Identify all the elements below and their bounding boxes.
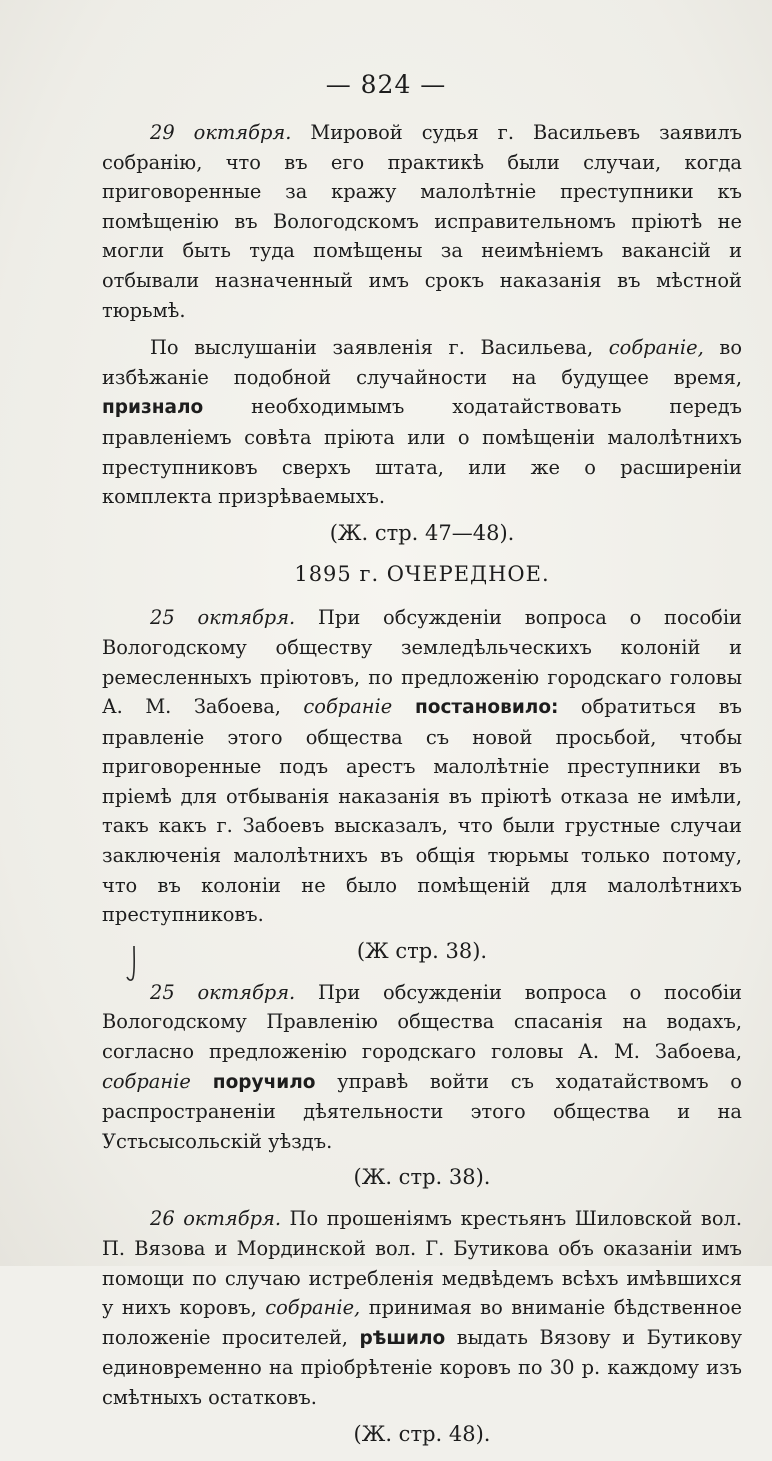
paragraph-oct25-rescue (102, 978, 742, 1157)
pencil-mark (126, 944, 138, 984)
entry-text: управѣ войти съ ходатайствомъ о распространеніи дѣятельности этого общества и на Устьсысольскій уѣздъ. (102, 1069, 742, 1153)
assembly-term: собраніе, (608, 336, 704, 360)
entry-text: По прошеніямъ крестьянъ Шиловской вол. П. Вязова и Мординской вол. Г. Бутикова объ оказаніи имъ помощи по случаю истребленія медвѣдемъ всѣхъ имѣвшихся у нихъ коровъ, (102, 1207, 742, 1320)
journal-reference: (Ж. стр. 38). (353, 1165, 491, 1190)
paragraph-oct25-colonies (102, 603, 742, 930)
section-heading: 1895 г. ОЧЕРЕДНОЕ. (294, 561, 550, 586)
entry-text: Мировой судья г. Васильевъ заявилъ собранію, что въ его практикѣ были случаи, когда приговоренные за кражу малолѣтніе преступники къ помѣщенію въ Вологодскомъ исправительномъ пріютѣ не могли быть туда помѣщены за неимѣніемъ вакансій и отбывали назначенный имъ срокъ наказанія въ мѣстной тюрьмѣ. (102, 121, 742, 322)
decision-word: поручило (190, 1071, 316, 1093)
entry-text: выдать Вязову и Бутикову единовременно на пріобрѣтеніе коровъ по 30 р. каждому изъ смѣтныхъ остатковъ. (102, 1325, 742, 1409)
assembly-term: собраніе (303, 695, 393, 719)
journal-reference: (Ж. стр. 48). (353, 1421, 491, 1446)
assembly-term: собраніе (102, 1069, 191, 1093)
journal-reference: (Ж стр. 38). (356, 938, 488, 963)
decision-word: признало (102, 397, 204, 419)
entry-text: При обсужденіи вопроса о пособіи Вологодскому Правленію общества спасанія на водахъ, согласно предложенію городскаго головы А. М. Забоева, (102, 980, 742, 1064)
entry-date: 25 октября. (150, 980, 296, 1004)
journal-reference: (Ж. стр. 47—48). (329, 520, 515, 545)
page-number: — 824 — (325, 70, 447, 99)
paragraph-oct26 (102, 1204, 742, 1412)
entry-text: необходимымъ ходатайствовать передъ правленіемъ совѣта пріюта или о помѣщеніи малолѣтнихъ преступниковъ сверхъ штата, или же о расширеніи комплекта призрѣваемыхъ. (102, 395, 742, 509)
decision-word: постановило: (392, 697, 559, 719)
entry-text: во избѣжаніе подобной случайности на будущее время, (102, 336, 742, 389)
entry-date: 25 октября. (150, 606, 296, 630)
assembly-term: собраніе, (265, 1296, 361, 1320)
decision-word: рѣшило (359, 1327, 446, 1349)
entry-text: По выслушаніи заявленія г. Васильева, (150, 336, 609, 360)
entry-text: принимая во вниманіе бѣдственное положеніе просителей, (102, 1296, 742, 1349)
paragraph-resolution (102, 333, 742, 512)
entry-date: 29 октября. (150, 121, 292, 144)
entry-date: 26 октября. (150, 1207, 281, 1231)
entry-text: При обсужденіи вопроса о пособіи Вологодскому обществу земледѣльческихъ колоній и ремесленныхъ пріютовъ, по предложенію городскаго головы А. М. Забоева, (102, 606, 742, 719)
paragraph-oct29 (102, 118, 742, 325)
text-column (102, 118, 742, 1461)
entry-text: обратиться въ правленіе этого общества съ новой просьбой, чтобы приговоренные подъ арестъ малолѣтніе преступники въ пріемѣ для отбыванія наказанія въ пріютѣ отказа не имѣли, такъ какъ г. Забоевъ высказалъ, что были грустные случаи заключенія малолѣтнихъ въ общія тюрьмы только потому, что въ колоніи не было помѣщеній для малолѣтнихъ преступниковъ. (102, 695, 742, 927)
